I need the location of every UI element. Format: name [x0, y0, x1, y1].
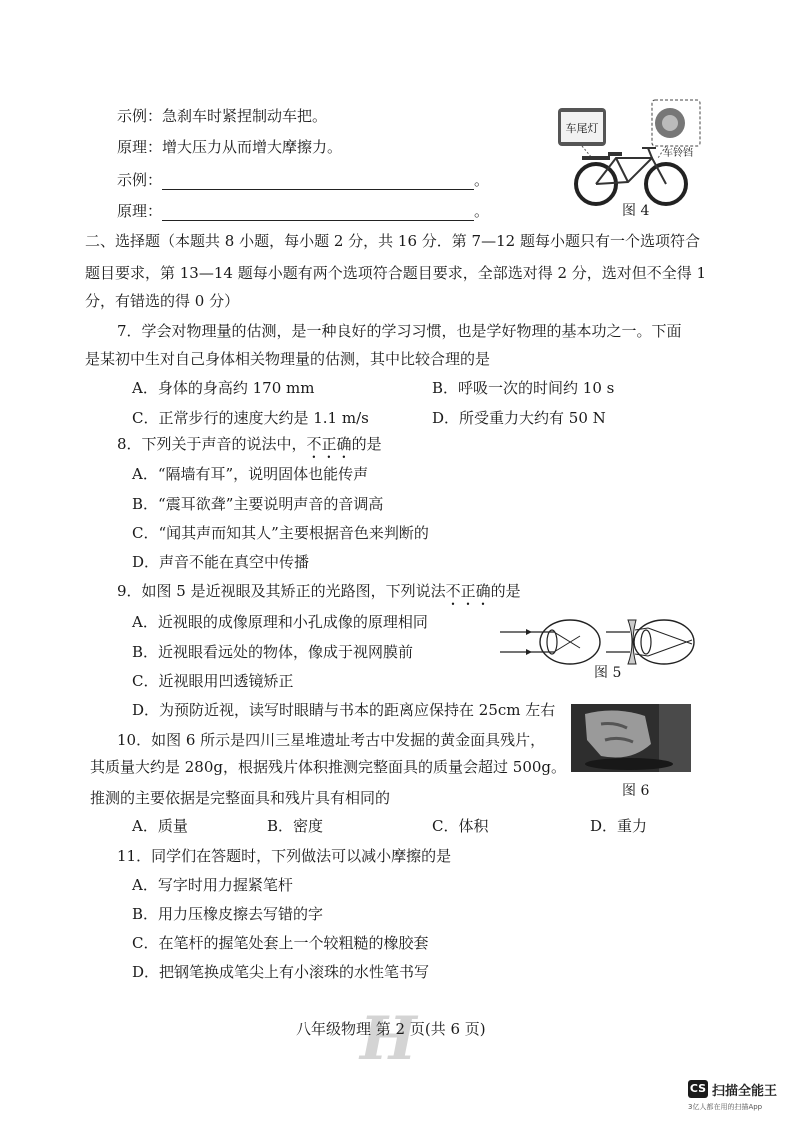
q10-option-b: B．密度 — [267, 817, 324, 835]
q10-option-d: D．重力 — [590, 817, 648, 835]
uncorrected-eye — [500, 620, 600, 664]
q8-option-a: A．“隔墙有耳”，说明固体也能传声 — [132, 465, 369, 483]
q10-stem-line-2: 其质量大约是 280g，根据残片体积推测完整面具的质量会超过 500g。 — [90, 758, 567, 776]
concave-lens-icon — [628, 620, 636, 664]
q8-option-b: B．“震耳欲聋”主要说明声音的音调高 — [132, 495, 384, 513]
q11-option-a: A．写字时用力握紧笔杆 — [132, 876, 293, 894]
q11-option-b: B．用力压橡皮擦去写错的字 — [132, 905, 324, 923]
figure-5-myopia-diagram — [498, 618, 698, 668]
figure-6-caption: 图 6 — [622, 783, 650, 799]
page-watermark: H — [360, 1004, 417, 1074]
q7-stem-line-1: 7．学会对物理量的估测，是一种良好的学习习惯，也是学好物理的基本功之一。下面 — [117, 322, 682, 340]
scanner-app-name: 扫描全能王 — [712, 1084, 778, 1099]
bell-label: 车铃铛 — [663, 148, 693, 159]
q10-option-a: A．质量 — [132, 817, 188, 835]
q9-option-a: A．近视眼的成像原理和小孔成像的原理相同 — [132, 613, 428, 631]
q7-option-a: A．身体的身高约 170 mm — [132, 379, 315, 397]
q11-stem: 11．同学们在答题时，下列做法可以减小摩擦的是 — [117, 847, 452, 865]
q7-option-c: C．正常步行的速度大约是 1.1 m/s — [132, 409, 369, 427]
q10-stem-line-1: 10．如图 6 所示是四川三星堆遗址考古中发掘的黄金面具残片， — [117, 731, 546, 749]
figure-4-caption: 图 4 — [622, 203, 650, 219]
q9-option-c: C．近视眼用凹透镜矫正 — [132, 672, 294, 690]
scanner-tagline: 3亿人都在用的扫描App — [688, 1103, 763, 1111]
section-2-line-1: 二、选择题（本题共 8 小题，每小题 2 分，共 16 分．第 7—12 题每小题只有一个选项符合 — [85, 232, 700, 250]
principle-2-blank: 原理： 。 — [117, 202, 490, 220]
q9-option-d: D．为预防近视，读写时眼睛与书本的距离应保持在 25cm 左右 — [132, 701, 556, 719]
figure-6-mask-photo — [571, 704, 691, 772]
q8-option-d: D．声音不能在真空中传播 — [132, 553, 310, 571]
principle-1: 原理：增大压力从而增大摩擦力。 — [117, 138, 343, 156]
q11-option-d: D．把钢笔换成笔尖上有小滚珠的水性笔书写 — [132, 963, 430, 981]
tail-light-label: 车尾灯 — [565, 122, 599, 135]
q10-stem-line-3: 推测的主要依据是完整面具和残片具有相同的 — [90, 789, 391, 807]
figure-4-bicycle — [548, 96, 708, 216]
q7-stem-line-2: 是某初中生对自己身体相关物理量的估测，其中比较合理的是 — [85, 350, 491, 368]
example-2-blank: 示例： 。 — [117, 171, 490, 189]
q8-stem: 8．下列关于声音的说法中，不正确的是 — [117, 435, 382, 453]
q7-option-b: B．呼吸一次的时间约 10 s — [432, 379, 615, 397]
q9-option-b: B．近视眼看远处的物体，像成于视网膜前 — [132, 643, 414, 661]
section-2-line-3: 分，有错选的得 0 分） — [85, 292, 240, 310]
scanner-logo-icon: CS — [688, 1080, 708, 1098]
q8-option-c: C．“闻其声而知其人”主要根据音色来判断的 — [132, 524, 429, 542]
section-2-line-2: 题目要求，第 13—14 题每小题有两个选项符合题目要求，全部选对得 2 分，选对但不全得 1 — [85, 264, 707, 282]
q11-option-c: C．在笔杆的握笔处套上一个较粗糙的橡胶套 — [132, 934, 429, 952]
example-1: 示例：急刹车时紧捏制动车把。 — [117, 107, 328, 125]
q10-option-c: C．体积 — [432, 817, 489, 835]
q7-option-d: D．所受重力大约有 50 N — [432, 409, 606, 427]
figure-5-caption: 图 5 — [594, 665, 622, 681]
page-footer: 八年级物理 第 2 页(共 6 页) — [296, 1020, 486, 1038]
corrected-eye — [606, 620, 694, 664]
q9-stem: 9．如图 5 是近视眼及其矫正的光路图，下列说法不正确的是 — [117, 582, 521, 600]
